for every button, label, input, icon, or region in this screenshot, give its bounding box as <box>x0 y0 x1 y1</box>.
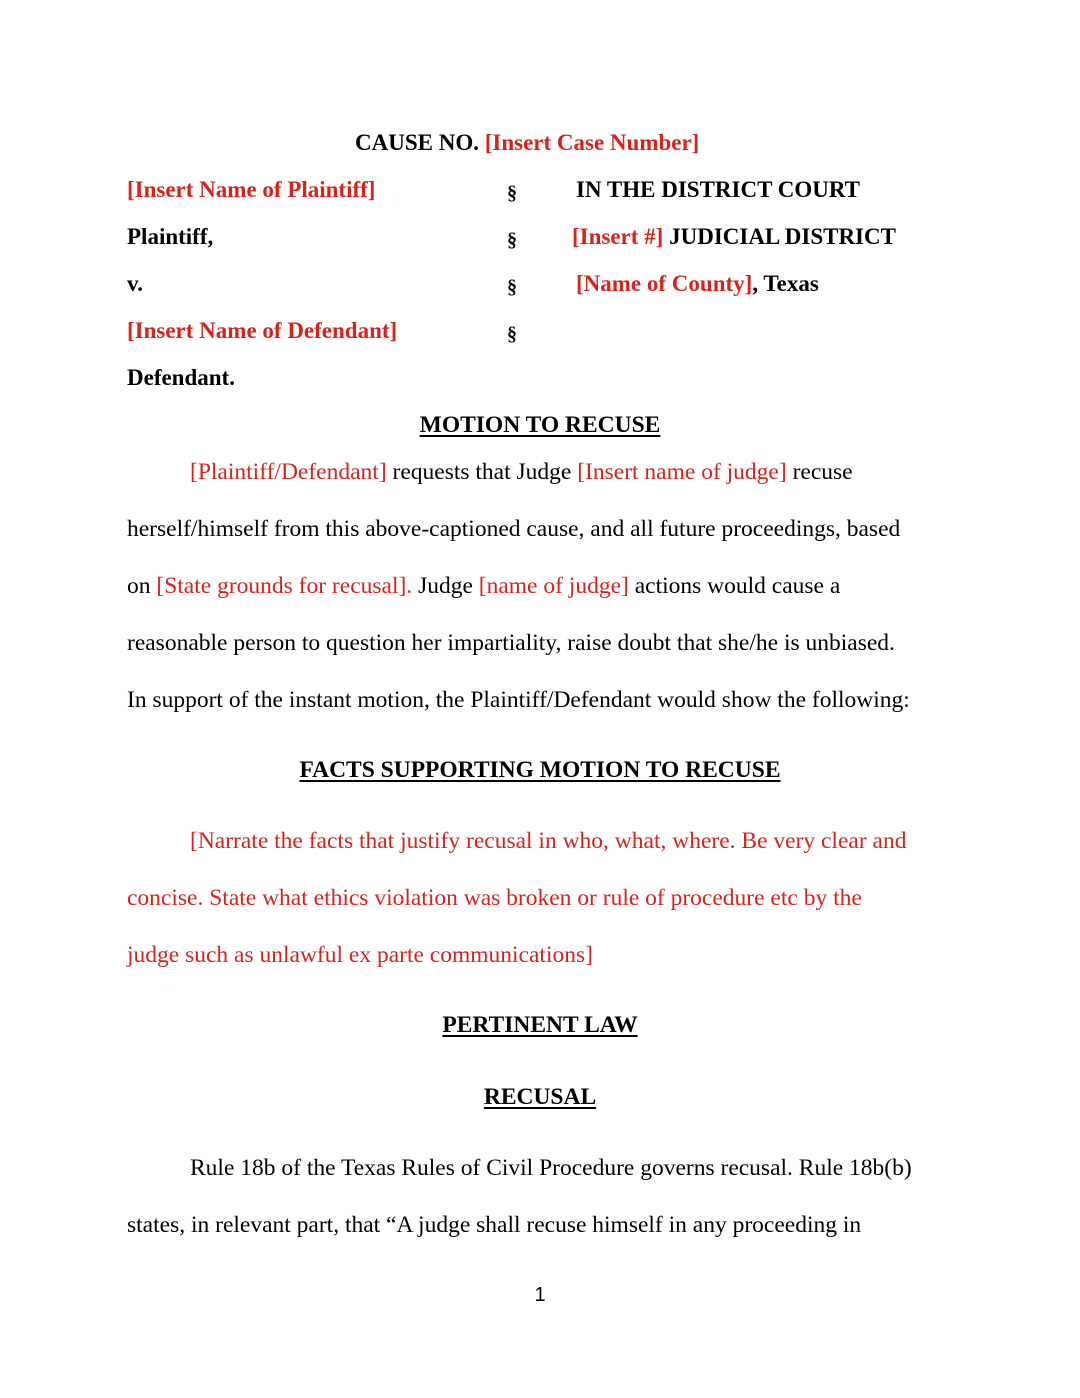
district-number: [Insert #] <box>572 224 664 249</box>
party-placeholder: [Plaintiff/Defendant] <box>190 459 387 485</box>
motion-paragraph-line: herself/himself from this above-captioned cause, and all future proceedings, based <box>127 516 901 542</box>
section-symbol: § <box>507 229 517 251</box>
plaintiff-name: [Insert Name of Plaintiff] <box>127 177 376 202</box>
state-suffix: , Texas <box>752 271 819 296</box>
motion-paragraph-line: reasonable person to question her impartiality, raise doubt that she/he is unbiased. <box>127 630 895 656</box>
defendant-name: [Insert Name of Defendant] <box>127 318 398 343</box>
cause-number: [Insert Case Number] <box>484 130 700 155</box>
county-name: [Name of County] <box>576 271 753 296</box>
facts-placeholder-line: concise. State what ethics violation was broken or rule of procedure etc by the <box>127 885 862 911</box>
recusal-subtitle: RECUSAL <box>483 1084 597 1110</box>
court-name: IN THE DISTRICT COURT <box>576 177 861 202</box>
county-line <box>576 270 819 298</box>
motion-title: MOTION TO RECUSE <box>419 412 661 438</box>
pertinent-law-title: PERTINENT LAW <box>442 1012 638 1038</box>
facts-placeholder-line: [Narrate the facts that justify recusal in who, what, where. Be very clear and <box>190 828 907 854</box>
defendant-label: Defendant. <box>127 365 235 390</box>
law-paragraph-line: states, in relevant part, that “A judge shall recuse himself in any proceeding in <box>127 1212 862 1238</box>
plaintiff-label: Plaintiff, <box>127 224 214 249</box>
judge-placeholder: [name of judge] <box>478 573 629 599</box>
motion-paragraph-line: on [State grounds for recusal]. Judge [name of judge] actions would cause a <box>127 573 841 599</box>
motion-paragraph-line: [Plaintiff/Defendant] requests that Judge [Insert name of judge] recuse <box>190 459 853 485</box>
cause-number-line <box>355 129 699 157</box>
district-suffix: JUDICIAL DISTRICT <box>669 224 896 249</box>
page-number: 1 <box>534 1284 546 1306</box>
law-paragraph-line: Rule 18b of the Texas Rules of Civil Procedure governs recusal. Rule 18b(b) <box>190 1155 912 1181</box>
cause-prefix: CAUSE NO. <box>355 130 479 155</box>
facts-placeholder-line: judge such as unlawful ex parte communications] <box>127 942 593 968</box>
section-symbol: § <box>507 323 517 345</box>
judge-placeholder: [Insert name of judge] <box>577 459 787 485</box>
versus-label: v. <box>127 271 143 296</box>
judicial-district-line <box>572 223 896 251</box>
grounds-placeholder: [State grounds for recusal]. <box>156 573 413 599</box>
facts-title: FACTS SUPPORTING MOTION TO RECUSE <box>299 757 781 783</box>
section-symbol: § <box>507 182 517 204</box>
motion-paragraph-line: In support of the instant motion, the Plaintiff/Defendant would show the following: <box>127 687 910 713</box>
section-symbol: § <box>507 276 517 298</box>
